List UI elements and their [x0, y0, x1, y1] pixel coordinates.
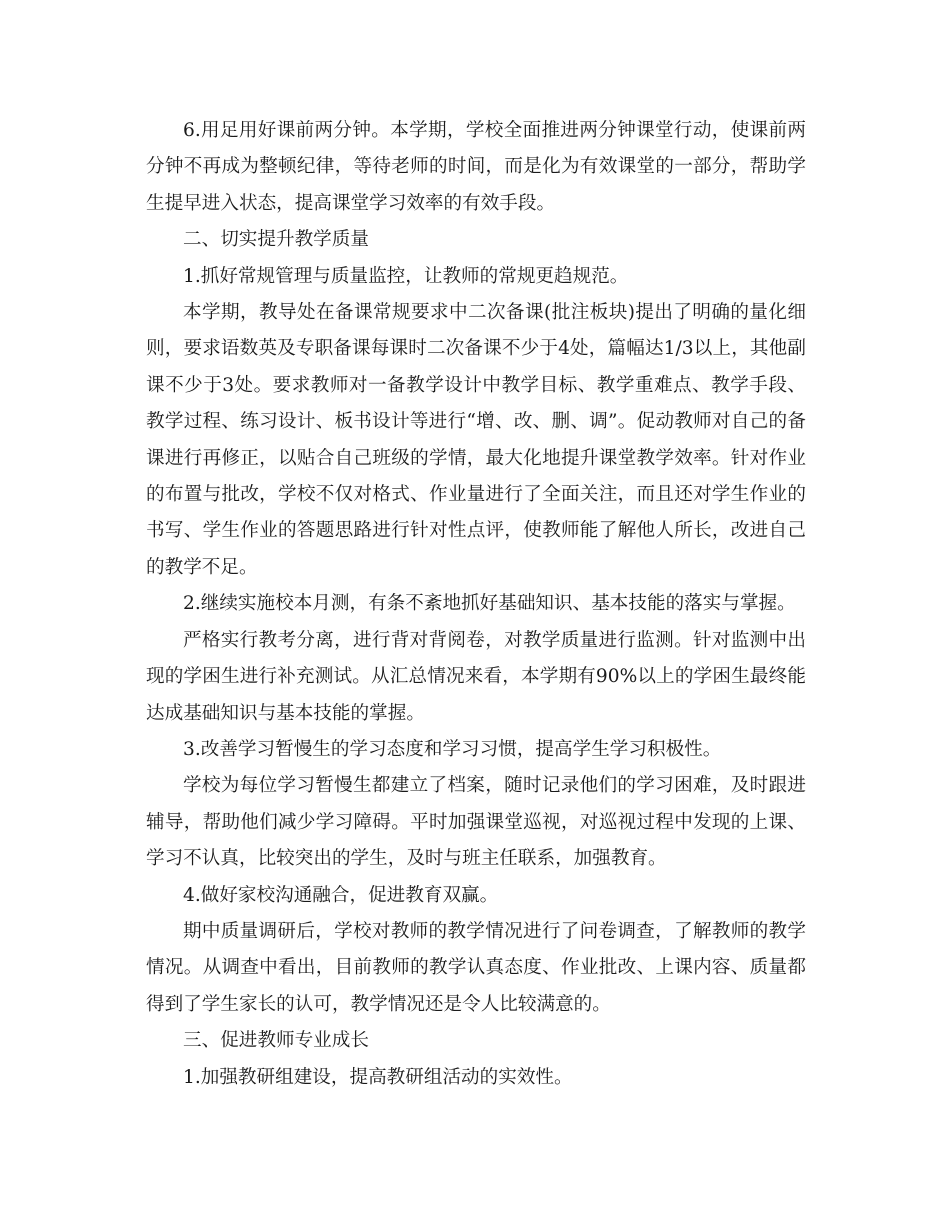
document-body	[146, 113, 806, 1096]
subheading-research-groups: 1.加强教研组建设，提高教研组活动的实效性。	[183, 1066, 573, 1088]
paragraph-lesson-preparation: 本学期，教导处在备课常规要求中二次备课(批注板块)提出了明确的量化细则，要求语数英及专职备课每课时二次备课不少于4处，篇幅达1/3以上，其他副课不少于3处。要求教师对一备教学设计中教学目标、教学重难点、教学手段、教学过程、练习设计、板书设计等进行“增、改、删、调”。促动教师对自己的备课进行再修正，以贴合自己班级的学情，最大化地提升课堂教学效率。针对作业的布置与批改，学校不仅对格式、作业量进行了全面关注，而且还对学生作业的书写、学生作业的答题思路进行针对性点评，使教师能了解他人所长，改进自己的教学不足。	[146, 302, 806, 578]
subheading-home-school: 4.做好家校沟通融合，促进教育双赢。	[183, 884, 499, 906]
section-heading-teacher-growth: 三、促进教师专业成长	[183, 1030, 369, 1052]
paragraph-student-records: 学校为每位学习暂慢生都建立了档案，随时记录他们的学习困难，及时跟进辅导，帮助他们减少学习障碍。平时加强课堂巡视，对巡视过程中发现的上课、学习不认真，比较突出的学生，及时与班主任联系，加强教育。	[146, 775, 806, 870]
subheading-routine-management: 1.抓好常规管理与质量监控，让教师的常规更趋规范。	[183, 265, 629, 287]
section-heading-teaching-quality: 二、切实提升教学质量	[183, 229, 369, 251]
subheading-monthly-tests: 2.继续实施校本月测，有条不紊地抓好基础知识、基本技能的落实与掌握。	[183, 593, 796, 615]
subheading-slow-learners: 3.改善学习暂慢生的学习态度和学习习惯，提高学生学习积极性。	[183, 738, 722, 760]
paragraph-survey: 期中质量调研后，学校对教师的教学情况进行了问卷调查，了解教师的教学情况。从调查中看出，目前教师的教学认真态度、作业批改、上课内容、质量都得到了学生家长的认可，教学情况还是令人比较满意的。	[146, 920, 806, 1015]
paragraph-item-6: 6.用足用好课前两分钟。本学期，学校全面推进两分钟课堂行动，使课前两分钟不再成为整顿纪律，等待老师的时间，而是化为有效课堂的一部分，帮助学生提早进入状态，提高课堂学习效率的有效手段。	[146, 120, 806, 214]
paragraph-exam-separation: 严格实行教考分离，进行背对背阅卷，对教学质量进行监测。针对监测中出现的学困生进行补充测试。从汇总情况来看，本学期有90%以上的学困生最终能达成基础知识与基本技能的掌握。	[146, 629, 806, 724]
